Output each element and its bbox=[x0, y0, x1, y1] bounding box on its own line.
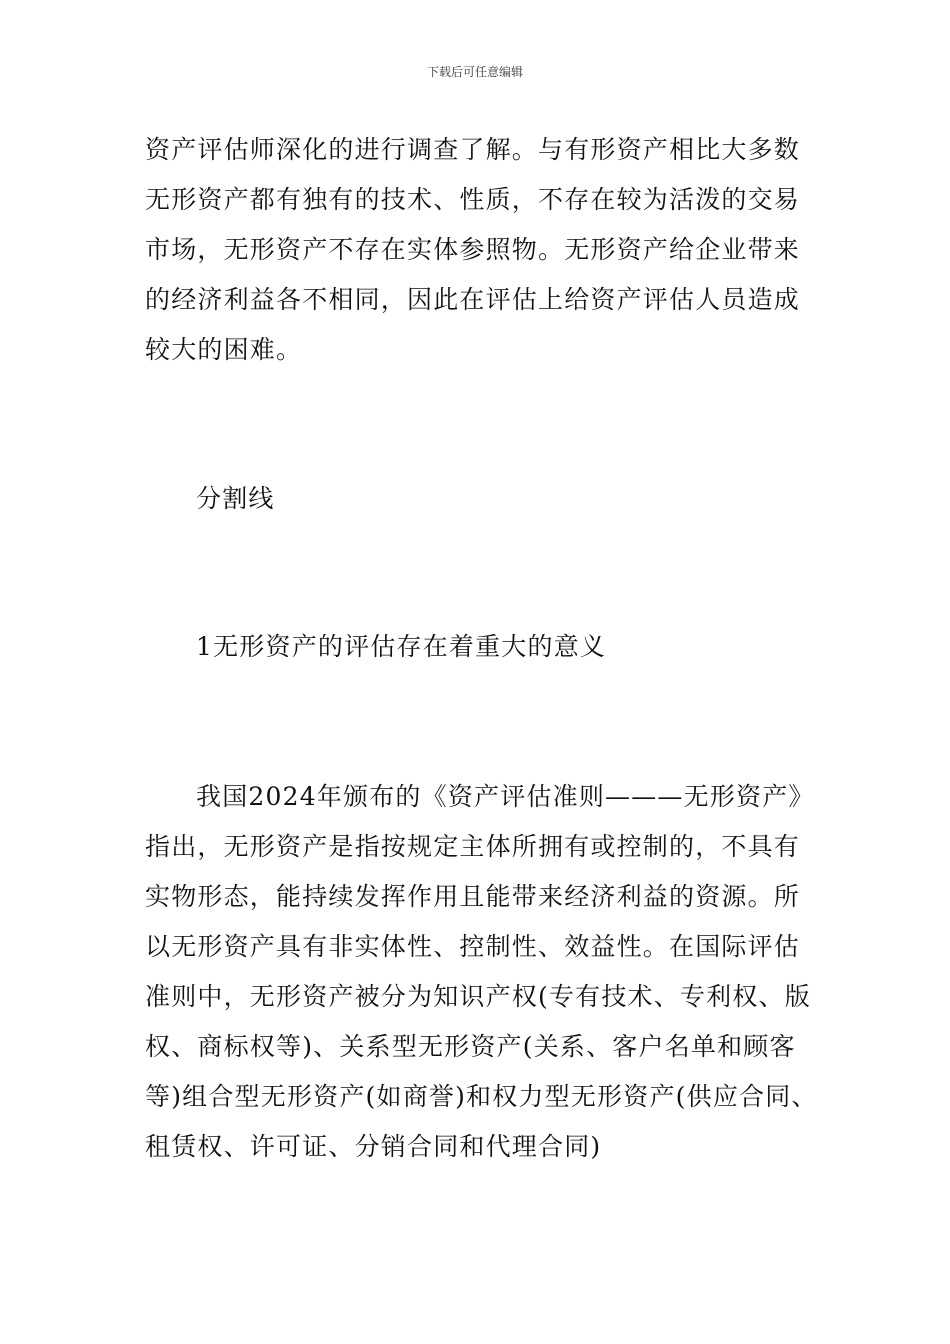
paragraph-line: 较大的困难。 bbox=[145, 335, 303, 364]
divider-label: 分割线 bbox=[196, 484, 275, 513]
paragraph-line: 的经济利益各不相同，因此在评估上给资产评估人员造成 bbox=[145, 285, 801, 314]
paragraph-line: 资产评估师深化的进行调查了解。与有形资产相比大多数 bbox=[145, 135, 801, 164]
paragraph-line: 权、商标权等)、关系型无形资产(关系、客户名单和顾客 bbox=[145, 1032, 796, 1061]
paragraph-line: 准则中，无形资产被分为知识产权(专有技术、专利权、版 bbox=[145, 982, 811, 1011]
paragraph-line: 以无形资产具有非实体性、控制性、效益性。在国际评估 bbox=[145, 932, 801, 961]
paragraph-line: 指出，无形资产是指按规定主体所拥有或控制的，不具有 bbox=[145, 832, 801, 861]
paragraph-line: 市场，无形资产不存在实体参照物。无形资产给企业带来 bbox=[145, 235, 801, 264]
section-heading: 1无形资产的评估存在着重大的意义 bbox=[196, 632, 607, 661]
page-header: 下载后可任意编辑 bbox=[426, 65, 523, 79]
paragraph-line: 无形资产都有独有的技术、性质，不存在较为活泼的交易 bbox=[145, 185, 801, 214]
paragraph-line: 等)组合型无形资产(如商誉)和权力型无形资产(供应合同、 bbox=[145, 1082, 818, 1111]
paragraph-line: 租赁权、许可证、分销合同和代理合同) bbox=[145, 1132, 602, 1161]
paragraph-line: 实物形态，能持续发挥作用且能带来经济利益的资源。所 bbox=[145, 882, 801, 911]
paragraph-line: 我国2024年颁布的《资产评估准则———无形资产》 bbox=[196, 782, 815, 811]
